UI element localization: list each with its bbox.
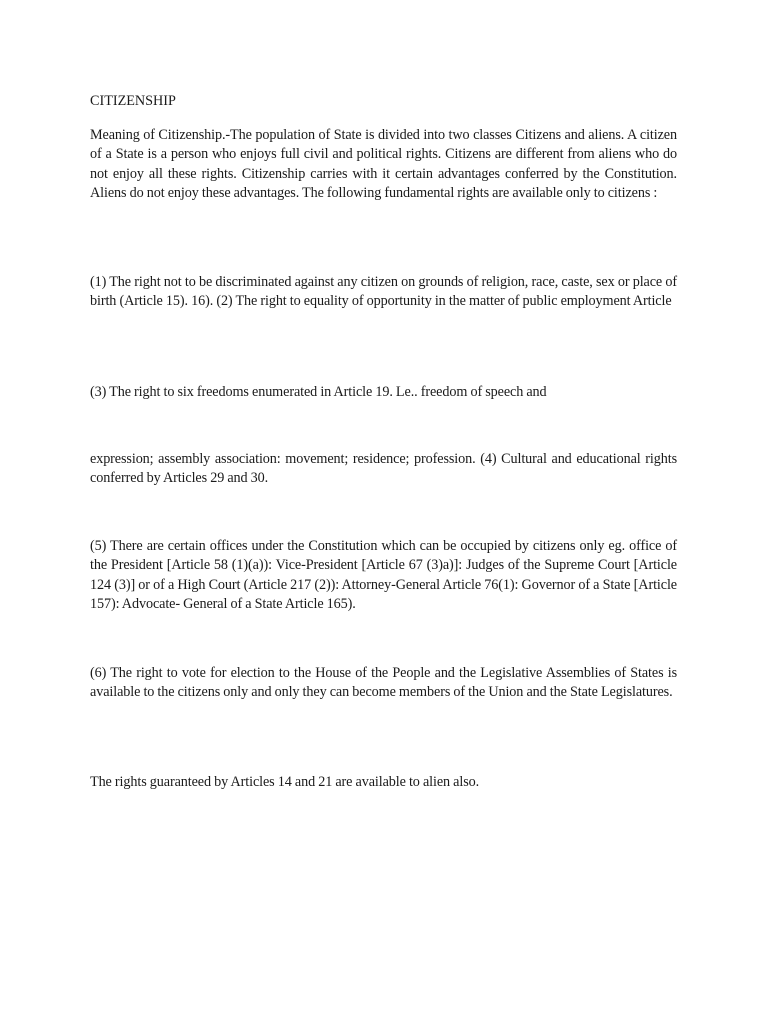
paragraph-alien-rights: The rights guaranteed by Articles 14 and 21 are available to alien also.	[90, 774, 480, 790]
document-title: CITIZENSHIP	[90, 93, 176, 109]
paragraph-right-3-cont-4: expression; assembly association: movement; residence; profession. (4) Cultural and educational rights conferred by Articles 29 and 30.	[90, 451, 677, 487]
paragraph-meaning-of-citizenship: Meaning of Citizenship.-The population of State is divided into two classes Citizens and aliens. A citizen of a State is a person who enjoys full civil and political rights. Citizens are different from aliens who do not enjoy all these rights. Citizenship carries with it certain advantages conferred by the Constitution. Aliens do not enjoy these advantages. The following fundamental rights are available only to citizens :	[90, 127, 677, 201]
paragraph-vote-6: (6) The right to vote for election to the House of the People and the Legislative Assemblies of States is available to the citizens only and only they can become members of the Union and the State Legislatures.	[90, 665, 677, 701]
paragraph-offices-5: (5) There are certain offices under the Constitution which can be occupied by citizens only eg. office of the President [Article 58 (1)(a)): Vice-President [Article 67 (3)a)]: Judges of the Supreme Court [Article 124 (3)] or of a High Court (Article 217 (2)): Attorney-General Article 76(1): Governor of a State [Article 157): Advocate- General of a State Article 165).	[90, 538, 677, 612]
paragraph-rights-1-2: (1) The right not to be discriminated against any citizen on grounds of religion, race, caste, sex or place of birth (Article 15). 16). (2) The right to equality of opportunity in the matter of public employment Article	[90, 274, 677, 310]
paragraph-right-3: (3) The right to six freedoms enumerated in Article 19. Le.. freedom of speech and	[90, 384, 547, 400]
